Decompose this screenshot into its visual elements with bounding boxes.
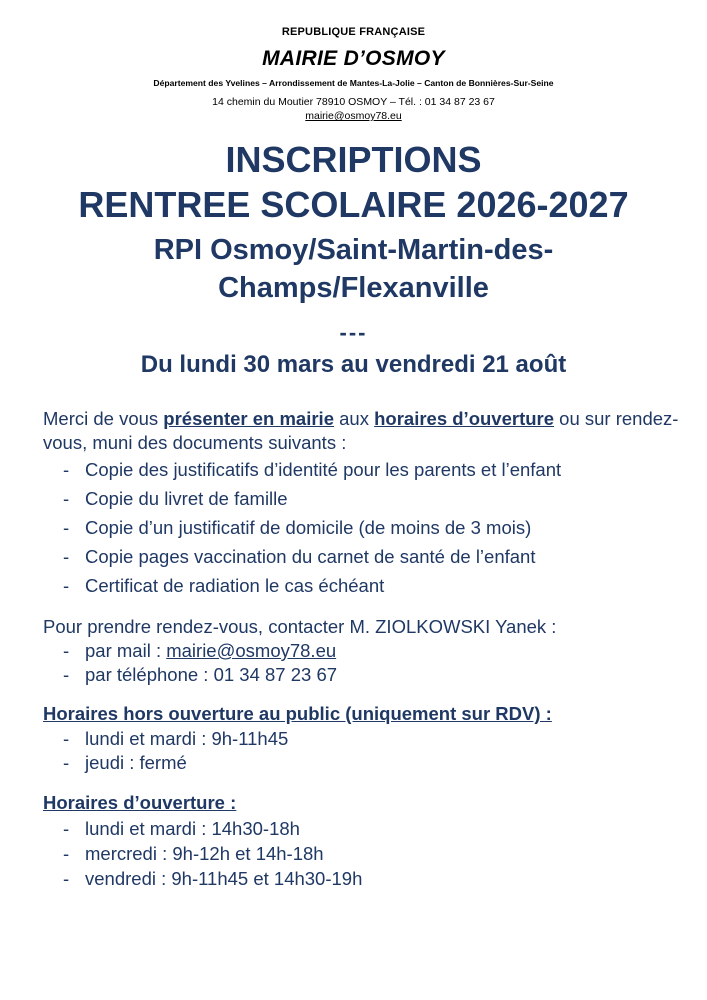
contact-intro: Pour prendre rendez-vous, contacter M. ZIOLKOWSKI Yanek : [43,616,557,637]
mairie-title: MAIRIE D’OSMOY [262,47,445,70]
intro-paragraph [43,407,683,455]
contact-mail-label: par mail : [85,640,167,661]
title-rpi-line1: RPI Osmoy/Saint-Martin-des- [153,234,554,266]
list-item: - mercredi : 9h-12h et 14h-18h [43,841,683,866]
list-item: - Copie d’un justificatif de domicile (de moins de 3 mois) [43,513,683,542]
documents-list [43,455,683,600]
republique-label: REPUBLIQUE FRANÇAISE [281,26,426,38]
list-item: - lundi et mardi : 14h30-18h [43,816,683,841]
header-email-link[interactable]: mairie@osmoy78.eu [305,110,402,122]
contact-phone-item: - par téléphone : 01 34 87 23 67 [43,663,683,687]
title-rentree: RENTREE SCOLAIRE 2026-2027 [78,184,629,225]
title-inscriptions: INSCRIPTIONS [225,139,482,180]
hors-ouverture-list [43,727,683,775]
contact-list [43,639,683,687]
title-dates: Du lundi 30 mars au vendredi 21 août [140,351,567,378]
title-separator: --- [339,320,368,345]
intro-text-1: Merci de vous [43,408,164,429]
title-rpi-line2: Champs/Flexanville [218,272,489,304]
intro-bold-1: présenter en mairie [163,408,334,429]
list-item: - Copie pages vaccination du carnet de santé de l’enfant [43,542,683,571]
list-item: - Certificat de radiation le cas échéant [43,571,683,600]
intro-text-3: ou sur rendez-vous, muni des documents suivants : [43,408,679,453]
ouverture-heading: Horaires d’ouverture : [43,792,237,813]
ouverture-list [43,816,683,891]
departement-line: Département des Yvelines – Arrondissement de Mantes-La-Jolie – Canton de Bonnières-Sur-Seine [153,78,554,88]
hors-ouverture-heading: Horaires hors ouverture au public (uniquement sur RDV) : [43,703,552,724]
list-item: - jeudi : fermé [43,751,683,775]
header-email [0,110,707,122]
intro-bold-2: horaires d’ouverture [374,408,555,429]
title-rpi [0,231,707,307]
list-item: - vendredi : 9h-11h45 et 14h30-19h [43,866,683,891]
contact-mail-link[interactable]: mairie@osmoy78.eu [166,640,337,661]
intro-text-2: aux [334,408,375,429]
list-item: - Copie des justificatifs d’identité pour les parents et l’enfant [43,455,683,484]
list-item: - Copie du livret de famille [43,484,683,513]
contact-mail-item [43,639,683,663]
list-item: - lundi et mardi : 9h-11h45 [43,727,683,751]
address-line: 14 chemin du Moutier 78910 OSMOY – Tél. : 01 34 87 23 67 [212,96,495,108]
